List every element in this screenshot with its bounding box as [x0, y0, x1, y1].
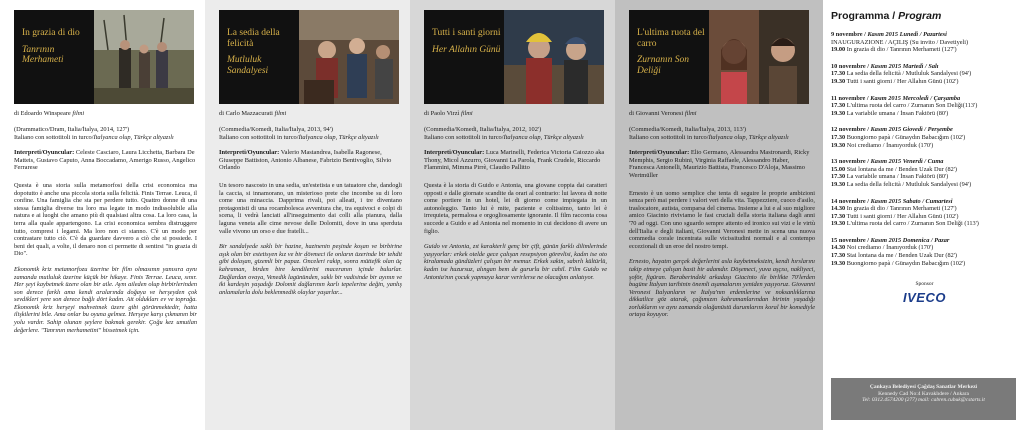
film-director: di Paolo Virzì filmi — [424, 110, 473, 117]
synopsis-italian: Questa è la storia di Guido e Antonia, una giovane coppia dai caratteri opposti e dalle giornate scandite da orari al contrario: lui lavora di notte come portiere in un hotel, lei di giorno come impiegata in un autonoleggio. Tanto lui è mite, paziente e coltissimo, tanto lei è irrequieta, permalosa e orgogliosamente ignorante. Il film racconta cosa succede a Guido e ad Antonia nel momento in cui decidono di avere un figlio. — [424, 181, 607, 235]
film-header — [219, 10, 399, 104]
program-day — [831, 95, 1018, 118]
film-still-image — [709, 10, 809, 104]
program-screening — [831, 260, 1018, 268]
screening-title: Buongiorno papà / Günaydın Babacığım (102') — [846, 133, 966, 141]
screening-title: La variabile umana / İnsan Faktörü (80') — [846, 109, 949, 117]
screening-time: 17.30 — [831, 70, 846, 78]
synopsis-turkish: Ekonomik kriz metamorfozu üzerine bir film olmasının yanısıra aynı zamanda mutluluk üzerine küçük bir hikaye. Finis Terrae. Leuca, sınır. Her şeyi kaybetmek üzere olan bir aile. Aynı aileden olup birbirlerinden son derece farklı ama kendi aralarında doğaya ve herşeyden çok sevdikleri yere son derece bağlı dört kadın. Ait oldukları ev ve toprağa. Ekonomik kriz herşeyi mahvetmek üzere gibi görünmektedir, hatta ilişkilerini bile. Ama onlar bu oyuna gelmez. Herşeye karşı çıkmanın bir yolu vardır. Sahip olunan şeylere bakmak gerekir. Çoğu kez umutlan değerlere. "Tanrının merhametini" hissetmek için. — [14, 265, 197, 334]
screening-title: Tutti i santi giorni / Her Allahın Günü (102') — [846, 212, 959, 220]
program-screening — [831, 110, 1018, 118]
synopsis-turkish: Guido ve Antonia, zıt karakterli genç bir çift, günün farklı dilimlerinde yaşıyorlar: erkek otelde gece çalışan resepsiyon görevlisi, kadın ise oto kiralamada gündüzleri çalışan bir memur. Erkek sakin, sabırlı kültürlü, kadın ise huzursuz, alıngan bem de gururlu bir cahil. Film Guido ve Antonia'nın çocuk yapmaya karar verirlerse ne olacağını anlatıyor. — [424, 243, 607, 281]
film-director: di Carlo Mazzacurati filmi — [219, 110, 287, 117]
film-meta: (Commedia/Komedi, Italia/İtalya, 2013, 94') Italiano con sottotitoli in turco/İtalyanca olup, Türkçe altyazılı — [219, 126, 379, 141]
screening-time: 19.30 — [831, 180, 846, 188]
film-title-tr: Her Allahın Günü — [432, 44, 501, 55]
screening-title: Stai lontana da me / Benden Uzak Dur (82') — [846, 165, 957, 173]
screening-title: INAUGURAZIONE / AÇILIŞ (Su invito / Davetiyeli) — [831, 38, 969, 46]
program-column — [823, 0, 1024, 430]
program-screening — [831, 102, 1018, 110]
film-still-image — [94, 10, 194, 104]
screening-time: 17.30 — [831, 212, 846, 220]
screening-time: 17.30 — [831, 133, 846, 141]
program-day-heading: 15 novembre / Kasım 2015 Domenica / Pazar — [831, 236, 950, 244]
film-title-it: L'ultima ruota del carro — [637, 28, 705, 49]
film-title — [637, 28, 707, 76]
film-column-2 — [205, 0, 410, 430]
synopsis-italian: Un tesoro nascosto in una sedia, un'estetista e un tatuatore che, dandogli la caccia, si innamorano, un misterioso prete che incombe su di loro come una minaccia. Dapprima rivali, poi alleati, i tre diventano protagonisti di una rocambolesca avventura che, tra equivoci e colpi di scena, li vedrà lanciati all'inseguimento dai colli alla pianura, dalla laguna veneta alle cime nevose delle Dolomiti, dove in una sperduta valle vivono un orso e due fratelli... — [219, 181, 402, 235]
program-screening — [831, 166, 1018, 174]
screening-time: 19.30 — [831, 141, 846, 149]
screening-time: 14.30 — [831, 205, 846, 213]
screening-title: Noi crediamo / İnanıyorduk (170') — [846, 244, 934, 252]
program-screening — [831, 220, 1018, 228]
sponsor-label: Sponsor — [915, 281, 934, 288]
film-column-3 — [410, 0, 615, 430]
screening-time: 19.30 — [831, 109, 846, 117]
film-cast: Interpreti/Oyuncular: Luca Marinelli, Federica Victoria Caiozzo aka Thony, Micol Azzurro, Giovanni La Parola, Frank Crudele, Riccardo Flammini, Mimma Pirrè, Claudio Pallitto — [424, 149, 605, 172]
screening-time: 17.30 — [831, 252, 846, 260]
synopsis-italian: Questa è una storia sulla metamorfosi della crisi economica ma dopotutto è anche una piccola storia sulla felicità. Finis Terrae. Leuca, il confine. Una famiglia che sta per perdere tutto. Quattro donne di una stessa famiglia diverse tra loro ma legate in modo indissolubile alla natura e ai luoghi che amano più di qualsiasi altra cosa. La loro casa, la terra alla quale appartengono. La crisi economica sembra distruggere tutto, compresi i legami. Ma loro non ci stanno. C'è un modo per contrastare tutto ciò. C'è da guardare davvero a ciò che si possiede. I beni dei quali, a volte, il denaro non ci permette di sentirsi "in grazia di Dio". — [14, 181, 197, 258]
program-screening — [831, 181, 1018, 189]
film-title-tr: Mutluluk Sandalyesi — [227, 55, 269, 76]
synopsis-turkish: Bir sandalyede saklı bir hazine, hazinenin peşinde koşan ve birbirine aşık olan bir estetisyen kız ve bir dövmeci ile onların üzerinde bir tehdit gibi dolaşan, gizemli bir papaz. Önceleri rakip, sonra müttefik olan üç kahraman, birden bire kendilerini maceranın içinde bulurlar. Dağlardan ovaya, Venedik lagününden, saklı bir vadisinde bir ayının ve iki kardeşin yaşadığı Dolomit dağlarının karlı tepelerine değin, yanlış anlamalarla dolu beklenmedik olaylar yaşarlar... — [219, 243, 402, 296]
program-screening — [831, 213, 1018, 221]
screening-title: Noi crediamo / İnanıyorduk (170') — [846, 141, 934, 149]
program-screening — [831, 46, 1018, 54]
venue-contact: Tel: 0312.4574200 (277) mail: cabren.cubuk@cstarts.it — [862, 397, 985, 404]
screening-time: 19.30 — [831, 259, 846, 267]
program-screening — [831, 134, 1018, 142]
screening-title: La variabile umana / İnsan Faktörü (80') — [846, 173, 949, 181]
film-meta: (Drammatico/Dram, Italia/İtalya, 2014, 127') Italiano con sottotitoli in turco/İtalyanca olup, Türkçe altyazılı — [14, 126, 174, 141]
program-screening — [831, 70, 1018, 78]
program-screening — [831, 39, 1018, 47]
program-day — [831, 158, 1018, 188]
film-title — [227, 28, 297, 76]
screening-time: 17.30 — [831, 102, 846, 110]
program-schedule — [831, 31, 1018, 267]
film-title — [432, 28, 502, 55]
film-still-image — [504, 10, 604, 104]
film-meta: (Commedia/Komedi, Italia/İtalya, 2012, 102') Italiano con sottotitoli in turco/İtalyanca olup, Türkçe altyazılı — [424, 126, 584, 141]
screening-time: 19.00 — [831, 46, 846, 54]
venue-address: Kennedy Cad No:4 Kavaklıdere / Ankara — [878, 390, 969, 397]
synopsis-turkish: Ernesto, hayatın gerçek değerlerini asla kaybetmeksizin, kendi hırslarını takip etmeye çalışan basit bir adamdır. Döşemeci, yuva aşçısı, nakliyeci, şoför, figüran. Beraberindeki arkadaşı Giacinto ile birlikte 70'lerden bugüne İtalyan tarihinin önemli aşamalarını yeniden yaşıyoruz. Giovanni Veronesi İtalyanların ve İtalya'nın erdemlerine ve noksanlıklarına dikkatlice göz atarak, çağımızın kahramanlarından birinin yaşadığı zorlukların ve aynı zamanda olağanüstü durumlarını koral bir komediyle ortaya koyuyor. — [629, 258, 815, 319]
screening-time: 14.30 — [831, 244, 846, 252]
screening-time: 17.30 — [831, 173, 846, 181]
venue-name: Çankaya Belediyesi Çağdaş Sanatlar Merkezi — [869, 384, 978, 390]
screening-time: 19.30 — [831, 220, 846, 228]
program-day — [831, 126, 1018, 149]
program-day — [831, 198, 1018, 228]
film-meta: (Commedia/Komedi, Italia/İtalya, 2013, 113') Italiano con sottotitoli in turco/İtalyanca olup, Türkçe altyazılı — [629, 126, 789, 141]
iveco-logo: IVECO — [903, 290, 946, 306]
synopsis-italian: Ernesto è un uomo semplice che tenta di seguire le proprie ambizioni senza però mai perdere i valori veri della vita. Tappezziere, cuoco d'asilo, traslocatore, autista, comparsa del cinema. Insieme a lui e al suo migliore amico Giacinto riviviamo le fasi cruciali della storia italiana dagli anni '70 ad oggi. Con uno sguardo sempre attento ed ironico sui vizi e le virtù dell'Italia e degli italiani, Giovanni Veronesi mette in scena una nuova commedia corale incentrata sulle vicissitudini normali e al contempo eccezionali di un eroe del nostro tempi. — [629, 189, 815, 250]
film-title — [22, 28, 92, 66]
program-screening — [831, 252, 1018, 260]
program-screening — [831, 205, 1018, 213]
film-header — [14, 10, 194, 104]
screening-time: 19.30 — [831, 77, 846, 85]
screening-time: 15.00 — [831, 165, 846, 173]
program-day — [831, 31, 1018, 54]
film-header — [629, 10, 809, 104]
screening-title: La sedia della felicità / Mutluluk Sandalyesi (94') — [846, 70, 972, 78]
program-day-heading: 11 novembre / Kasım 2015 Mercoledì / Çarşamba — [831, 94, 961, 102]
screening-title: L'ultima ruota del carro / Zurnanın Son Deliği(113') — [846, 102, 978, 110]
program-screening — [831, 78, 1018, 86]
film-still-image — [299, 10, 399, 104]
film-cast: Interpreti/Oyuncular: Elio Germano, Alessandra Mastronardi, Ricky Memphis, Sergio Rubini, Virginia Raffaele, Alessandro Haber, Francesca Antonelli, Maurizio Battista, Francesco D'Aloja, Massimo Wertmüller — [629, 149, 810, 179]
screening-title: In grazia di dio / Tanrının Merhameti (127') — [846, 205, 957, 213]
program-day-heading: 13 novembre / Kasım 2015 Venerdì / Cuma — [831, 158, 944, 166]
film-title-tr: Zurnanın Son Deliği — [637, 55, 689, 76]
program-day-heading: 12 novembre / Kasım 2015 Giovedì / Perşembe — [831, 126, 953, 134]
film-title-it: Tutti i santi giorni — [432, 28, 501, 38]
film-title-it: La sedia della felicità — [227, 28, 280, 49]
program-title: Programma / Program — [831, 10, 942, 22]
program-day-heading: 14 novembre / Kasım 2015 Sabato / Cumartesi — [831, 197, 953, 205]
film-director: di Edoardo Winspeare filmi — [14, 110, 85, 117]
screening-title: La sedia della felicità / Mutluluk Sandalyesi (94') — [846, 180, 972, 188]
venue-footer — [831, 378, 1016, 420]
program-screening — [831, 142, 1018, 150]
screening-title: L'ultima ruota del carro / Zurnanın Son Deliği (113') — [846, 220, 979, 228]
film-column-1 — [0, 0, 205, 430]
program-day — [831, 63, 1018, 86]
film-cast: Interpreti/Oyuncular: Valerio Mastandrea, Isabella Ragonese, Giuseppe Battiston, Antonio Albanese, Fabrizio Bentivoglio, Silvio Orlando — [219, 149, 392, 172]
film-title-tr: Tanrının Merhameti — [22, 44, 64, 65]
program-day-heading: 9 novembre / Kasım 2015 Lunedì / Pazartesi — [831, 31, 947, 38]
film-title-it: In grazia di dio — [22, 28, 80, 38]
screening-title: Buongiorno papà / Günaydın Babacığım (102') — [846, 259, 966, 267]
screening-title: Stai lontana da me / Benden Uzak Dur (82') — [846, 252, 957, 260]
film-header — [424, 10, 604, 104]
screening-title: Tutti i santi giorni / Her Allahın Günü (102') — [846, 77, 959, 85]
program-screening — [831, 244, 1018, 252]
film-cast: Interpreti/Oyuncular: Celeste Casciaro, Laura Licchetta, Barbara De Matteis, Gustavo Caputo, Anna Boccadamo, Amerigo Russo, Angelico Ferrarese — [14, 149, 196, 172]
program-day — [831, 237, 1018, 267]
screening-title: In grazia di dio / Tanrının Merhameti (127') — [846, 46, 957, 54]
film-column-4 — [615, 0, 823, 430]
program-day-heading: 10 novembre / Kasım 2015 Martedì / Salı — [831, 62, 939, 70]
program-screening — [831, 173, 1018, 181]
film-director: di Giovanni Veronesi filmi — [629, 110, 697, 117]
